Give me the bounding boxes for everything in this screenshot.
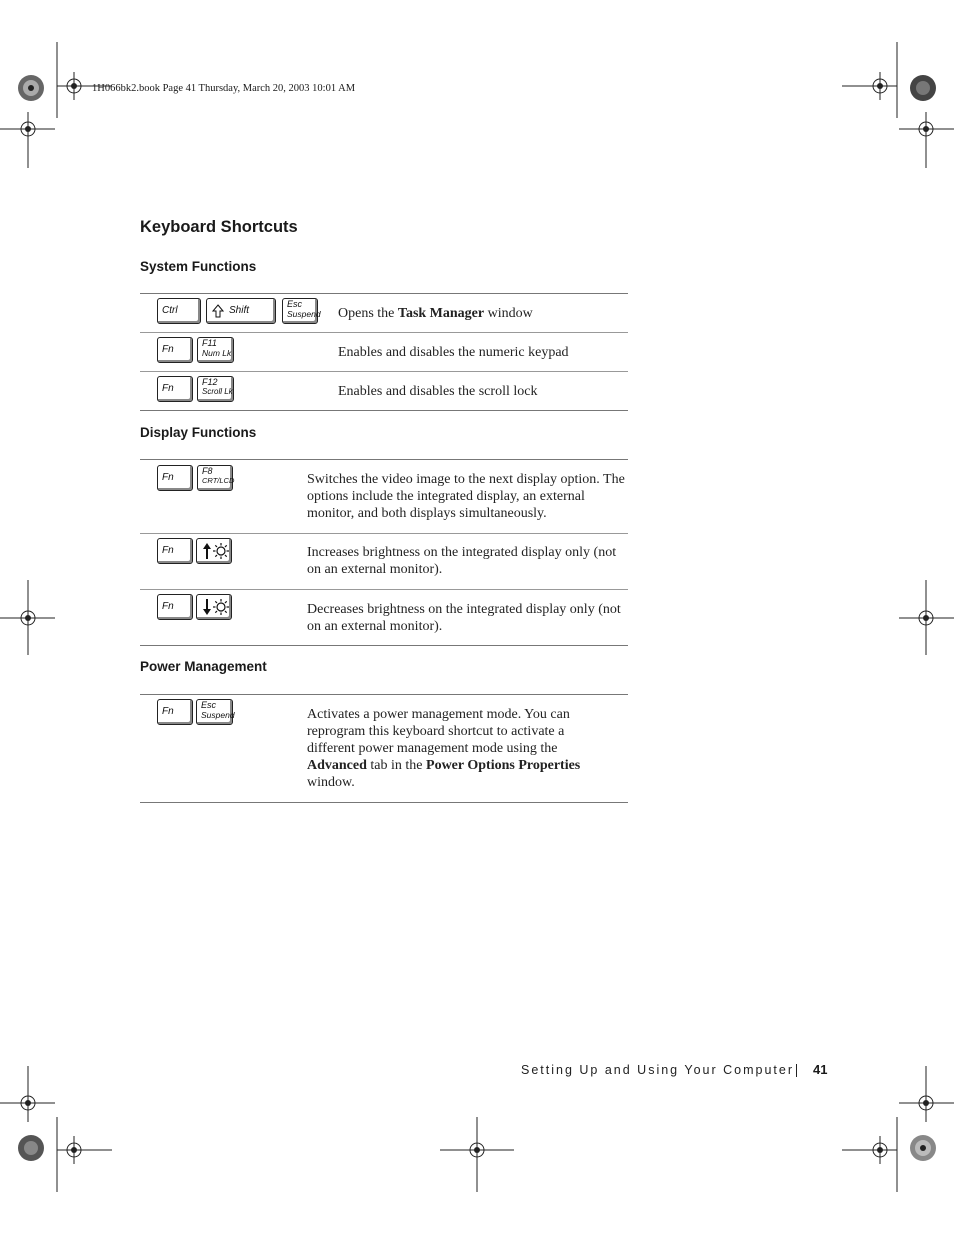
row-divider bbox=[140, 332, 628, 333]
section-heading-system: System Functions bbox=[140, 259, 257, 274]
table-rule bbox=[140, 694, 628, 695]
table-rule bbox=[140, 410, 628, 411]
table-rule bbox=[140, 802, 628, 803]
shortcut-description: Enables and disables the numeric keypad bbox=[338, 345, 569, 360]
shortcut-description: Enables and disables the scroll lock bbox=[338, 384, 538, 399]
shift-key: Shift bbox=[206, 298, 276, 324]
fn-key: Fn bbox=[157, 376, 193, 402]
row-divider bbox=[140, 533, 628, 534]
row-divider bbox=[140, 589, 628, 590]
brightness-down-icon bbox=[199, 596, 231, 618]
f11-numlk-key: F11 Num Lk bbox=[197, 337, 234, 363]
shortcut-description: Switches the video image to the next display option. The options include the integrated display, an external monitor, and both displays simultaneously. bbox=[307, 472, 625, 521]
shortcut-description: Increases brightness on the integrated display only (not on an external monitor). bbox=[307, 545, 617, 577]
fn-key: Fn bbox=[157, 538, 193, 564]
shortcut-description: Decreases brightness on the integrated display only (not on an external monitor). bbox=[307, 602, 621, 634]
book-header: 1H066bk2.book Page 41 Thursday, March 20, 2003 10:01 AM bbox=[92, 83, 356, 94]
esc-key: Esc Suspend bbox=[282, 298, 318, 324]
brightness-up-key bbox=[196, 538, 232, 564]
page-title: Keyboard Shortcuts bbox=[140, 218, 298, 236]
f8-crtlcd-key: F8 CRT/LCD bbox=[197, 465, 233, 491]
table-rule bbox=[140, 459, 628, 460]
fn-key: Fn bbox=[157, 594, 193, 620]
footer-separator bbox=[796, 1064, 797, 1077]
f12-scrolllk-key: F12 Scroll Lk bbox=[197, 376, 234, 402]
shortcut-description: Opens the Task Manager window bbox=[338, 306, 533, 321]
esc-suspend-key: Esc Suspend bbox=[196, 699, 233, 725]
shortcut-description: Activates a power management mode. You can reprogram this keyboard shortcut to activate a different power management mode using the Advanced tab in the Power Options Properties window. bbox=[307, 707, 581, 790]
shift-arrow-icon bbox=[212, 304, 224, 318]
row-divider bbox=[140, 371, 628, 372]
brightness-down-key bbox=[196, 594, 232, 620]
section-heading-display: Display Functions bbox=[140, 425, 257, 440]
table-rule bbox=[140, 293, 628, 294]
ctrl-key: Ctrl bbox=[157, 298, 201, 324]
fn-key: Fn bbox=[157, 465, 193, 491]
footer-section-title: Setting Up and Using Your Computer bbox=[521, 1063, 794, 1077]
brightness-up-icon bbox=[199, 540, 231, 562]
fn-key: Fn bbox=[157, 337, 193, 363]
fn-key: Fn bbox=[157, 699, 193, 725]
section-heading-power: Power Management bbox=[140, 659, 267, 674]
table-rule bbox=[140, 645, 628, 646]
page-number: 41 bbox=[813, 1062, 828, 1077]
